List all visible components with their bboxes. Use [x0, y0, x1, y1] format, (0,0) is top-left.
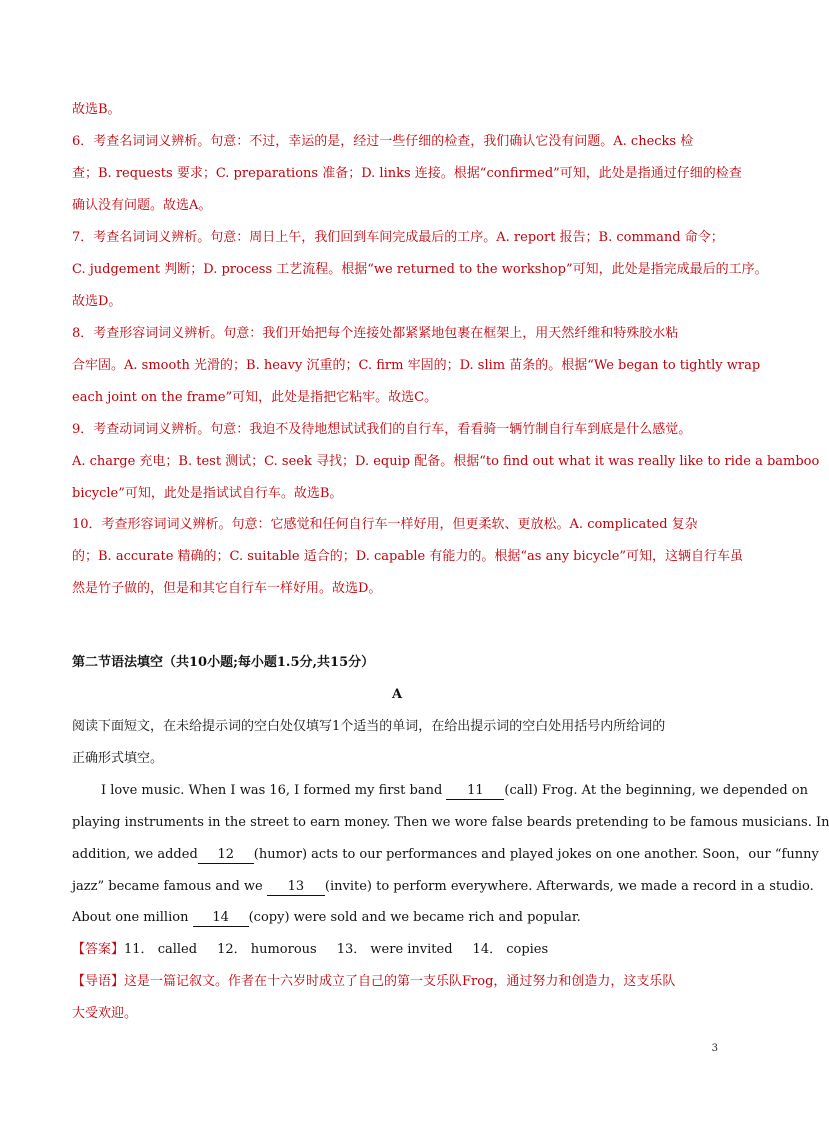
passage-text: (call) Frog. At the beginning, we depended on	[504, 783, 808, 798]
blank-11[interactable]: 11	[446, 783, 504, 800]
answer-14: 14． copies	[472, 942, 549, 957]
explanation-line: A. charge 充电；B. test 测试；C. seek 寻找；D. equip 配备。根据“to find out what it was really like to ride a bamboo	[72, 454, 820, 469]
instruction-line: 阅读下面短文，在未给提示词的空白处仅填写1个适当的单词，在给出提示词的空白处用括号内所给词的	[72, 719, 666, 734]
explanation-line: each joint on the frame”可知，此处是指把它粘牢。故选C。	[72, 390, 438, 405]
passage-text: (copy) were sold and we became rich and popular.	[248, 910, 581, 925]
passage-line: playing instruments in the street to earn money. Then we wore false beards pretending to be famous musicians. In	[72, 815, 829, 830]
explanation-line: 故选B。	[72, 102, 121, 117]
passage-text: jazz” became famous and we	[72, 879, 267, 894]
blank-14[interactable]: 14	[193, 910, 249, 927]
answer-12: 12． humorous	[217, 942, 317, 957]
guide-line	[72, 973, 724, 991]
passage-text: About one million	[72, 910, 193, 925]
explanation-line: 然是竹子做的，但是和其它自行车一样好用。故选D。	[72, 581, 382, 596]
answer-line	[72, 941, 724, 959]
explanation-line: 8．考查形容词词义辨析。句意：我们开始把每个连接处都紧紧地包裹在框架上，用天然纤维和特殊胶水粘	[72, 326, 679, 341]
explanation-line: 合牢固。A. smooth 光滑的；B. heavy 沉重的；C. firm 牢固的；D. slim 苗条的。根据“We began to tightly wrap	[72, 358, 761, 373]
passage-text: addition, we added	[72, 847, 198, 862]
guide-label: 【导语】	[72, 974, 125, 989]
section-heading: 第二节语法填空（共10小题;每小题1.5分,共15分）	[72, 655, 375, 670]
explanation-line: 9．考查动词词义辨析。句意：我迫不及待地想试试我们的自行车，看看骑一辆竹制自行车到底是什么感觉。	[72, 422, 692, 437]
part-label: A	[391, 687, 403, 702]
passage-text: (invite) to perform everywhere. Afterwards, we made a record in a studio.	[324, 879, 814, 894]
passage-line	[101, 782, 808, 800]
explanation-line: 10．考查形容词词义辨析。句意：它感觉和任何自行车一样好用，但更柔软、更放松。A. complicated 复杂	[72, 517, 698, 532]
answer-13: 13． were invited	[336, 942, 453, 957]
page-number: 3	[711, 1043, 718, 1054]
instruction-line: 正确形式填空。	[72, 751, 164, 766]
explanation-line: 6．考查名词词义辨析。句意：不过，幸运的是，经过一些仔细的检查，我们确认它没有问题。A. checks 检	[72, 134, 694, 149]
explanation-line: C. judgement 判断；D. process 工艺流程。根据“we returned to the workshop”可知，此处是指完成最后的工序。	[72, 262, 768, 277]
explanation-line: 故选D。	[72, 294, 122, 309]
answer-11: 11． called	[124, 942, 198, 957]
passage-text: I love music. When I was 16, I formed my first band	[101, 783, 447, 798]
blank-13[interactable]: 13	[267, 879, 325, 896]
explanation-line: 的；B. accurate 精确的；C. suitable 适合的；D. capable 有能力的。根据“as any bicycle”可知，这辆自行车虽	[72, 549, 744, 564]
guide-line: 大受欢迎。	[72, 1006, 138, 1021]
explanation-line: 7．考查名词词义辨析。句意：周日上午，我们回到车间完成最后的工序。A. report 报告；B. command 命令；	[72, 230, 724, 245]
passage-line	[72, 846, 819, 864]
guide-text: 这是一篇记叙文。作者在十六岁时成立了自己的第一支乐队Frog，通过努力和创造力，这支乐队	[124, 974, 676, 989]
passage-line	[72, 878, 814, 896]
passage-text: (humor) acts to our performances and played jokes on one another. Soon，our “funny	[253, 847, 819, 862]
passage-line	[72, 909, 724, 927]
explanation-line: 查；B. requests 要求；C. preparations 准备；D. links 连接。根据“confirmed”可知，此处是指通过仔细的检查	[72, 166, 742, 181]
explanation-line: bicycle”可知，此处是指试试自行车。故选B。	[72, 486, 343, 501]
blank-12[interactable]: 12	[198, 847, 254, 864]
explanation-line: 确认没有问题。故选A。	[72, 198, 212, 213]
answer-label: 【答案】	[72, 942, 125, 957]
